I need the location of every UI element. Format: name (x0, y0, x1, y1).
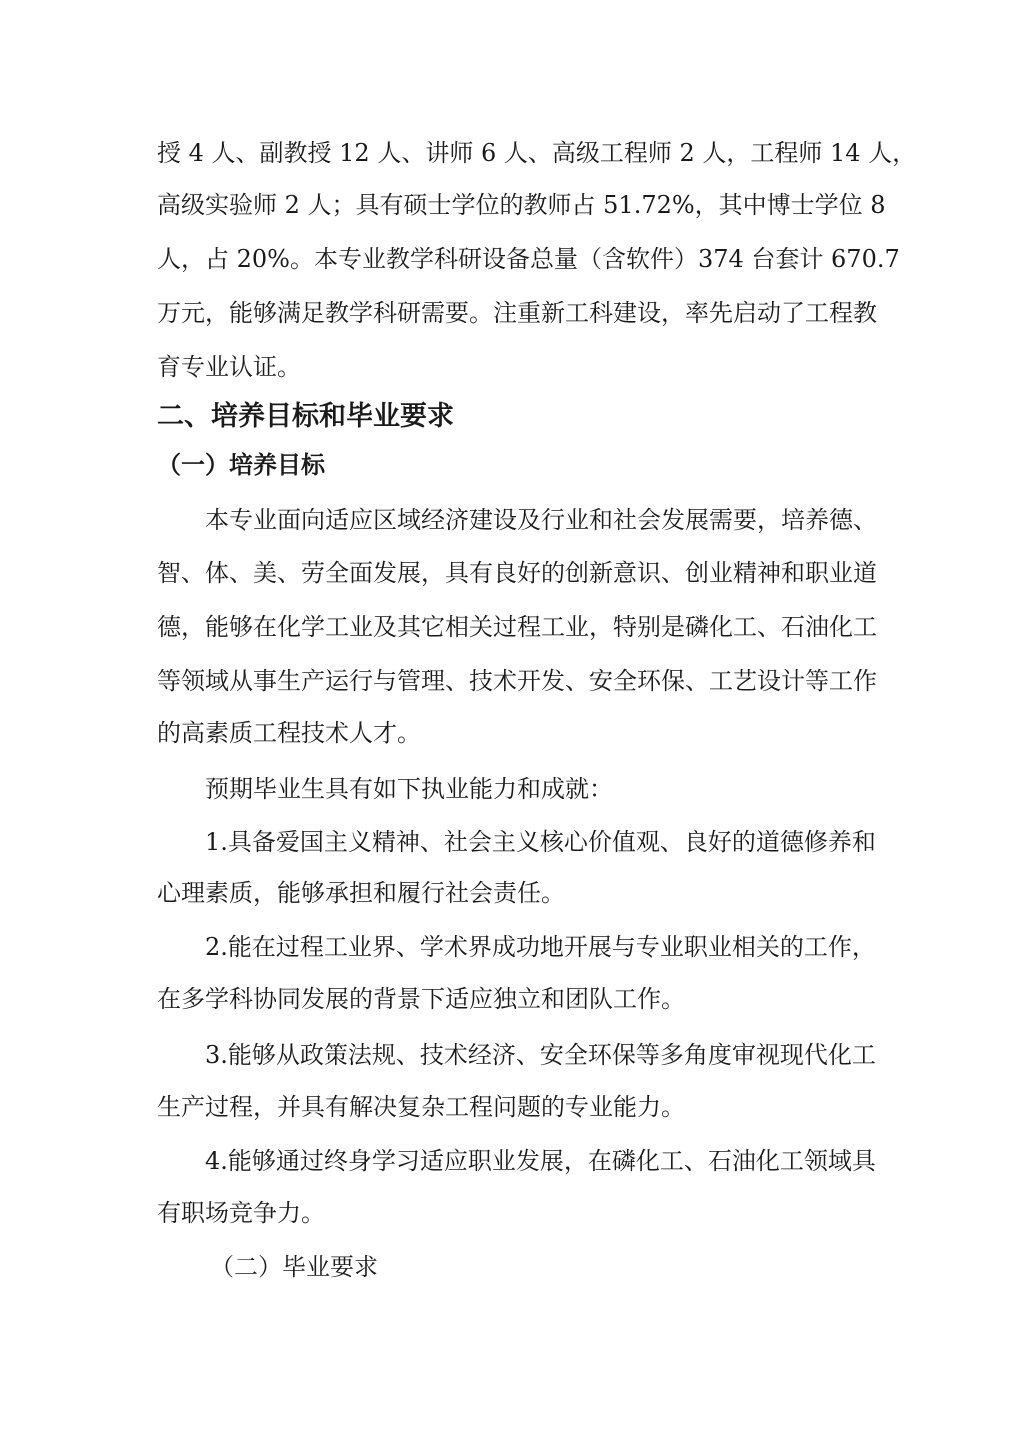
subsection-heading: （二）毕业要求 (210, 1253, 378, 1281)
intro-line: 人，占 20%。本专业教学科研设备总量（含软件）374 台套计 670.7 (157, 245, 900, 273)
paragraph-line: 智、体、美、劳全面发展，具有良好的创新意识、创业精神和职业道 (157, 559, 877, 587)
subsection-heading: （一）培养目标 (157, 451, 325, 479)
list-item-line: 在多学科协同发展的背景下适应独立和团队工作。 (157, 985, 685, 1013)
list-item-line: 心理素质，能够承担和履行社会责任。 (157, 879, 565, 907)
list-item-line: 2.能在过程工业界、学术界成功地开展与专业职业相关的工作， (205, 933, 876, 961)
list-item-line: 生产过程，并具有解决复杂工程问题的专业能力。 (157, 1093, 685, 1121)
paragraph-line: 的高素质工程技术人才。 (157, 719, 421, 747)
intro-line: 育专业认证。 (157, 353, 301, 381)
list-item-line: 1.具备爱国主义精神、社会主义核心价值观、良好的道德修养和 (205, 828, 876, 856)
paragraph-line: 等领域从事生产运行与管理、技术开发、安全环保、工艺设计等工作 (157, 667, 877, 695)
paragraph-line: 德，能够在化学工业及其它相关过程工业，特别是磷化工、石油化工 (157, 613, 877, 641)
paragraph-line: 预期毕业生具有如下执业能力和成就： (205, 775, 613, 803)
section-heading: 二、培养目标和毕业要求 (157, 401, 454, 432)
list-item-line: 有职场竞争力。 (157, 1199, 325, 1227)
intro-line: 万元，能够满足教学科研需要。注重新工科建设，率先启动了工程教 (157, 299, 877, 327)
list-item-line: 4.能够通过终身学习适应职业发展，在磷化工、石油化工领域具 (205, 1147, 876, 1175)
paragraph-line: 本专业面向适应区域经济建设及行业和社会发展需要，培养德、 (205, 506, 877, 534)
intro-line: 高级实验师 2 人；具有硕士学位的教师占 51.72%，其中博士学位 8 (157, 191, 886, 219)
intro-line: 授 4 人、副教授 12 人、讲师 6 人、高级工程师 2 人，工程师 14 人， (157, 139, 917, 167)
list-item-line: 3.能够从政策法规、技术经济、安全环保等多角度审视现代化工 (205, 1041, 876, 1069)
